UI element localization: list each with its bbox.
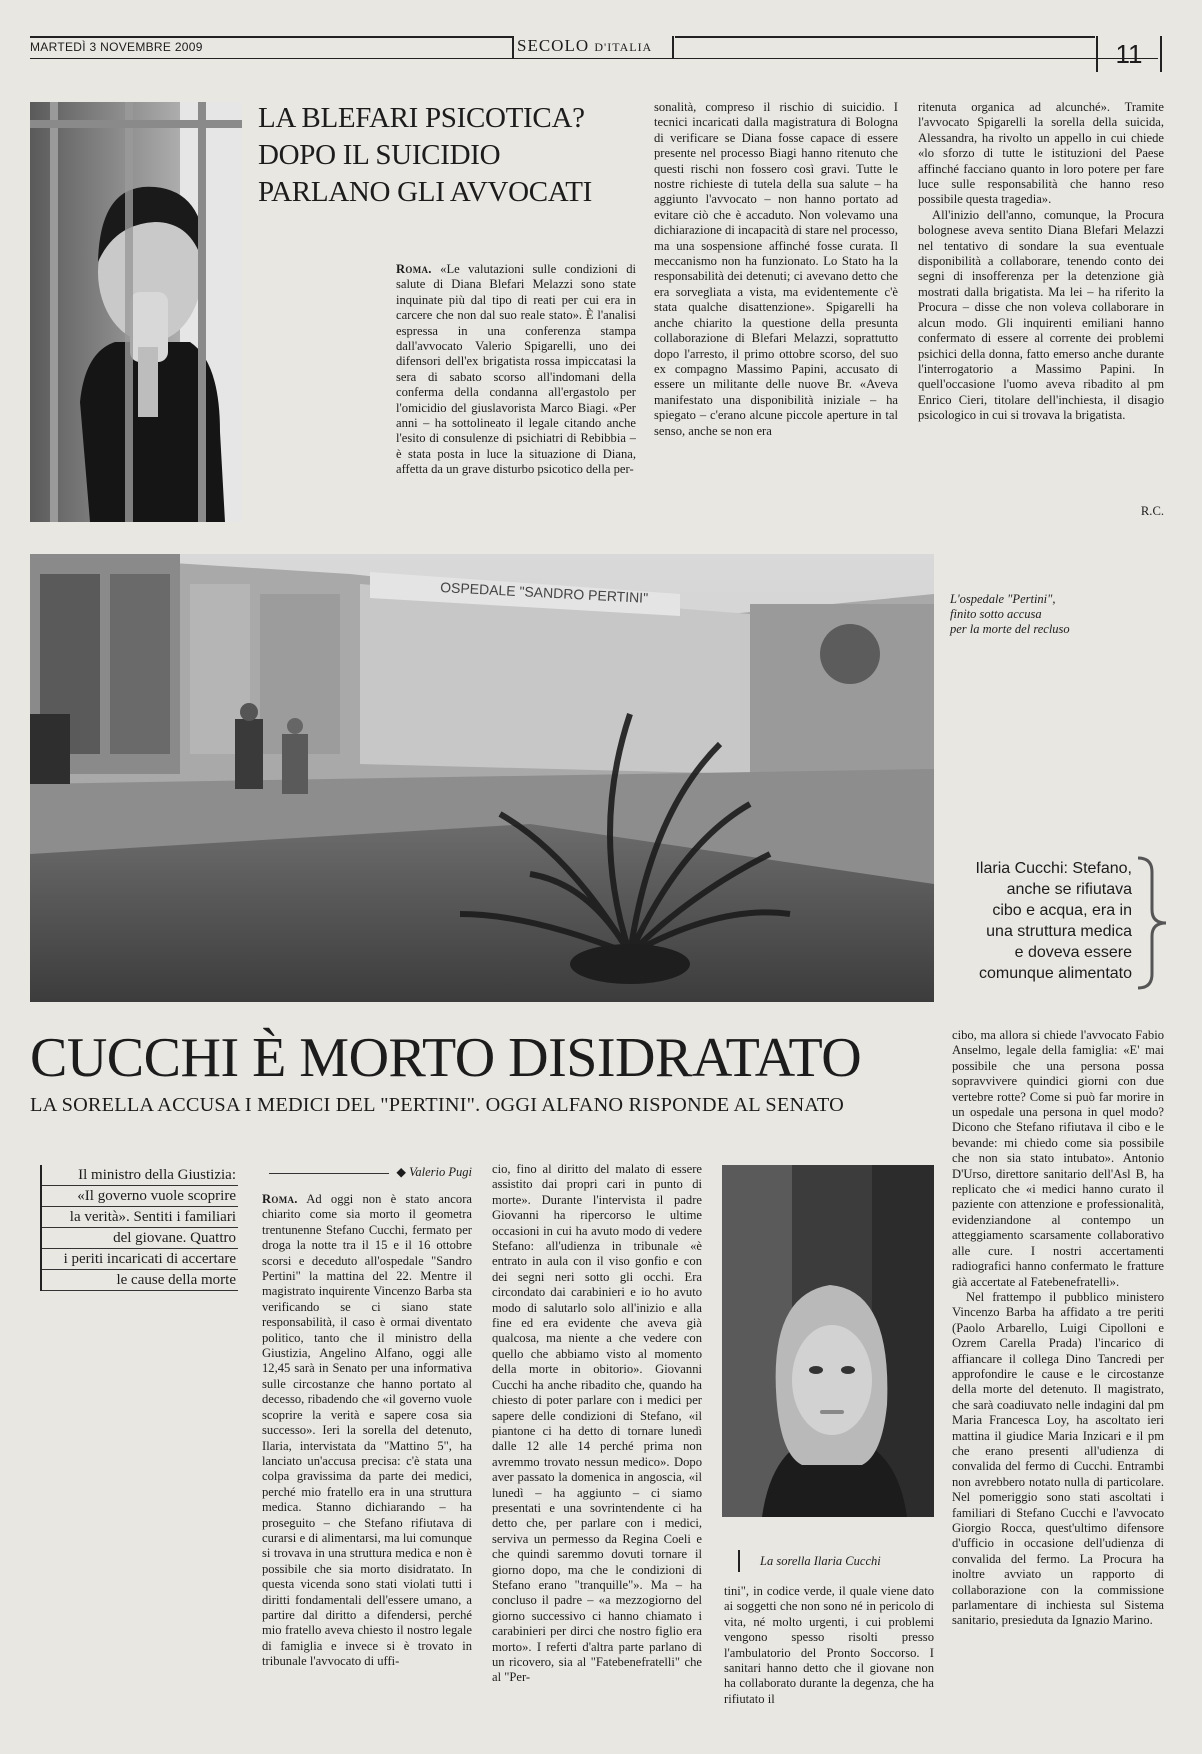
article1-headline-line: LA BLEFARI PSICOTICA?: [258, 102, 585, 134]
article1-signature: R.C.: [1140, 504, 1164, 518]
summary-line: i periti incaricati di accertare: [42, 1249, 238, 1270]
article1-headline-line: PARLANO GLI AVVOCATI: [258, 176, 592, 208]
article1-col2-text: sonalità, compreso il rischio di suicidio. I tecnici incaricati dalla magistratura di Bologna di verificare se Diana fosse capace di essere presente nel processo Biagi hanno ritenuto che questi rischi non fossero così gravi. Tutte le nostre richieste di tutela della sua salute – ha aggiunto l'avvocato – non hanno portato ad evitare ciò che è accaduto. Non volevamo una dichiarazione di incapacità di stare nel processo, ma una sospensione affinché fosse curata. Il meccanismo non ha funzionato. Lo Stato ha la responsabilità dei detenuti; ci avevano detto che era sorvegliata a vista, ma evidentemente c'è stata qualche disattenzione». Spigarelli ha anche chiarito la questione della presunta collaborazione di Blefari Melazzi, soprattutto dopo l'arresto, il primo ottobre scorso, del suo ex compagno Massimo Papini, accusato di essere un militante delle nuove Br. «Aveva manifestato una disponibilità iniziale – ha spiegato – c'erano alcune piccole aperture in tal senso, anche se non era: [654, 100, 898, 438]
summary-line: «Il governo vuole scoprire: [42, 1186, 238, 1207]
article2-column-4: [952, 1028, 1164, 1747]
article2-col1-text: Ad oggi non è stato ancora chiarito come sia morto il geometra trentunenne Stefano Cucchi, fermato per droga la notte tra il 15 e il 16 ottobre scorsi e deceduto all'ospedale "Sandro Pertini" la mattina del 22. Mentre il magistrato inquirente Vincenzo Barba sta verificando se ci siano state responsabilità, il caso è ormai diventato politico, tanto che il ministro della Giustizia, Angelino Alfano, oggi alle 12,45 sarà in Senato per una informativa sulle circostanze che hanno portato al decesso, ribadendo che «il governo vuole scoprire la verità e sapere cosa sia successo». Ieri la sorella del detenuto, Ilaria, intervistata da "Mattino 5", ha lanciato un'accusa precisa: c'è stata una colpa gravissima da parte dei medici, perché mio fratello era in una struttura medica. Stanno dichiarando – ha proseguito – che Stefano rifiutava di curarsi e di alimentarsi, ma lui comunque si trovava in una struttura medica e non è possibile che sia morto disidratato. In questa vicenda sono stati violati tutti i diritti fondamentali dell'essere umano, a partire dal diritto a difendersi, perché mio fratello aveva chiesto il nostro legale di famiglia e invece si è trovato in tribunale l'avvocato di uffi-: [262, 1192, 472, 1669]
masthead-bar-right: [672, 36, 674, 58]
dateline: Roma.: [262, 1192, 298, 1206]
hospital-photo-caption: [950, 592, 1150, 637]
article2-title: CUCCHI È MORTO DISIDRATATO: [30, 1027, 862, 1089]
summary-line: la verità». Sentiti i familiari: [42, 1207, 238, 1228]
pull-quote-brace-icon: [1134, 856, 1170, 990]
byline-marker-icon: ◆: [396, 1165, 407, 1179]
pull-quote-line: comunque alimentato: [979, 965, 1132, 982]
ilaria-photo-caption: La sorella Ilaria Cucchi: [760, 1554, 881, 1568]
masthead-small: D'ITALIA: [594, 40, 653, 54]
dateline: Roma.: [396, 262, 432, 276]
article1-column-1: [396, 262, 636, 524]
byline-rule: [269, 1173, 389, 1174]
byline-author: Valerio Pugi: [409, 1165, 472, 1179]
article1-col1-text: «Le valutazioni sulle condizioni di salute di Diana Blefari Melazzi sono state inquinate più dal tipo di reati per cui era in carcere che non dal suo reale stato». È l'analisi espressa in una conferenza stampa dall'avvocato Valerio Spigarelli, uno dei difensori dell'ex brigatista rossa impiccatasi la sera di sabato scorso all'indomani della conferma della condanna all'ergastolo per l'omicidio del giuslavorista Marco Biagi. «Per anni – ha sottolineato il legale citando anche l'esito di consulenze di psichiatri di Rebibbia – è stata posta in luce la situazione di Diana, affetta da un grave disturbo psicotico della per-: [396, 262, 636, 477]
byline: [262, 1164, 472, 1180]
hospital-photo: [30, 554, 934, 1002]
summary-line: le cause della morte: [42, 1270, 238, 1291]
pull-quote-line: anche se rifiutava: [1006, 881, 1132, 898]
hospital-caption-line: L'ospedale "Pertini",: [950, 592, 1056, 606]
summary-line: Il ministro della Giustizia:: [42, 1165, 238, 1186]
article1-column-2: [654, 100, 898, 524]
pull-quote-line: Ilaria Cucchi: Stefano,: [975, 860, 1132, 877]
masthead: [517, 36, 652, 56]
masthead-main: SECOLO: [517, 36, 590, 55]
article2-col4-para2: Nel frattempo il pubblico ministero Vincenzo Barba ha affidato a tre periti (Paolo Arbarello, Luigi Cipolloni e Ozrem Carella Prada) l'incarico di affiancare il collega Dino Tancredi per approfondire le cause e le circostanze della morte del detenuto. Il magistrato, che sarà coadiuvato nelle indagini dal pm Maria Francesca Loy, ha ascoltato ieri mattina il giudice Maria Inzicari e il pm che erano presenti all'udienza di convalida del fermo di Cucchi. Entrambi non avrebbero notato nulla di particolare. Nel pomeriggio sono stati ascoltati i familiari di Stefano Cucchi e l'avvocato Giorgio Rocca, quest'ultimo difensore d'ufficio in occasione dell'udienza di convalida del fermo. La Procura ha inoltre avviato un rapporto di collaborazione con la commissione parlamentare di inchiesta sul Sistema sanitario, presieduta da Ignazio Marino.: [952, 1289, 1164, 1628]
ilaria-photo-graphic: [722, 1165, 934, 1517]
hospital-caption-line: per la morte del recluso: [950, 622, 1070, 636]
article2-summary-box: [40, 1165, 238, 1291]
pull-quote-line: una struttura medica: [986, 923, 1132, 940]
article2-column-1: [262, 1192, 472, 1747]
prisoner-photo: [30, 102, 242, 522]
hospital-sign: OSPEDALE "SANDRO PERTINI": [439, 579, 649, 606]
article1-headline-line: DOPO IL SUICIDIO: [258, 139, 501, 171]
pull-quote: [900, 858, 1132, 984]
header-rule-left: [30, 36, 512, 38]
summary-line: del giovane. Quattro: [42, 1228, 238, 1249]
pull-quote-line: cibo e acqua, era in: [992, 902, 1132, 919]
hospital-caption-line: finito sotto accusa: [950, 607, 1042, 621]
article2-col3-text: tini", in codice verde, il quale viene dato ai soggetti che non sono né in pericolo di vita, né molto urgenti, i cui problemi vengono spesso risolti presso l'ambulatorio del Pronto Soccorso. I sanitari hanno detto che il giovane non ha collaborato durante la degenza, che ha rifiutato il: [724, 1584, 934, 1706]
header-rule-right: [675, 36, 1095, 38]
header-rule-bottom: [30, 58, 1158, 59]
article1-col3-para1: ritenuta organica ad alcunché». Tramite l'avvocato Spigarelli la sorella della suicida, Alessandra, ha rivolto un appello in cui chiede «lo sforzo di tutte le istituzioni del Paese affinché facciano quanto in loro potere per fare luce sulle responsabilità che hanno reso possibile questa tragedia».: [918, 100, 1164, 207]
article1-column-3: [918, 100, 1164, 500]
article1-col3-para2: All'inizio dell'anno, comunque, la Procura bolognese aveva sentito Diana Blefari Melazzi nel tentativo di sondare la sua eventuale disponibilità a collaborare, tenendo conto dei segni di insofferenza per la detenzione già mostrati dalla brigatista. Ma lei – ha riferito la Procura – disse che non voleva collaborare in alcun modo. Gli inquirenti emiliani hanno confermato di essere al corrente dei problemi psichici della donna, fatto emerso anche durante l'interrogatorio a Massimo Papini. In quell'occasione l'uomo aveva ribadito al pm Enrico Cieri, titolare dell'inchiesta, il disagio psicologico in cui si trovava la brigatista.: [918, 207, 1164, 423]
masthead-bar-left: [512, 36, 514, 58]
article1-headline: [258, 100, 638, 211]
issue-date: MARTEDÌ 3 NOVEMBRE 2009: [30, 40, 203, 54]
article2-column-3-bottom: [724, 1584, 934, 1747]
article2-col2-text: cio, fino al diritto del malato di essere assistito dai propri cari in punto di morte». Durante l'intervista il padre Giovanni ha ripercorso le ultime occasioni in cui ha avuto modo di vedere Stefano: all'udienza in tribunale «è entrato in aula con il viso gonfio e con dei segni neri sotto gli occhi. Era circondato dai carabinieri e io ho avuto modo di salutarlo solo all'inizio e alla fine ed era evidente che aveva già qualcosa, ma niente a che vedere con quello che abbiamo visto al momento della morte in obitorio». Giovanni Cucchi ha anche ribadito che, quando ha chiesto di poter parlare con i medici per sapere delle condizioni di Stefano, «il piantone ci ha detto di tornare lunedì dalle 12 alle 14 perché prima non avremmo trovato nessun medico». Dopo aver passato la domenica in angoscia, «il lunedì – ha aggiunto – ci siamo presentati e una sovrintendente ci ha detto che, per parlare con i medici, serviva un permesso da Regina Coeli e che quindi saremmo dovuti tornare il giorno dopo, ma che le condizioni di Stefano erano "tranquille"». Ma – ha concluso il padre – «a mezzogiorno del giorno successivo ci hanno chiamato i carabinieri per dirci che nostro figlio era morto». I referti d'altra parte parlano di un ricovero, sia al "Fatebenefratelli" che al "Per-: [492, 1162, 702, 1685]
hospital-photo-graphic: [30, 554, 934, 1002]
page-number: 11: [1096, 36, 1162, 72]
article2-subtitle: LA SORELLA ACCUSA I MEDICI DEL "PERTINI". OGGI ALFANO RISPONDE AL SENATO: [30, 1094, 844, 1116]
ilaria-cucchi-photo: [722, 1165, 934, 1517]
pull-quote-line: e doveva essere: [1014, 944, 1132, 961]
prisoner-photo-graphic: [30, 102, 242, 522]
ilaria-photo-caption-rule: [738, 1550, 740, 1572]
article2-col4-para1: cibo, ma allora si chiede l'avvocato Fabio Anselmo, legale della famiglia: «E' mai possibile che una persona possa sopravvivere quindici giorni con due vertebre rotte? Come si può far morire in un ospedale una persona in quel modo? Dicono che Stefano rifiutava il cibo e le bevande: mi chiedo come sia possibile che non sia stato intubato». Antonio D'Urso, direttore sanitario dell'Asl B, ha replicato che «i medici hanno curato il paziente con attenzione e professionalità, evidenziandone al contempo un atteggiamento scarsamente collaborativo alle cure. I nostri accertamenti radiografici hanno confermato le fratture già accertate al Fatebenefratelli».: [952, 1028, 1164, 1289]
article2-column-2: [492, 1162, 702, 1747]
